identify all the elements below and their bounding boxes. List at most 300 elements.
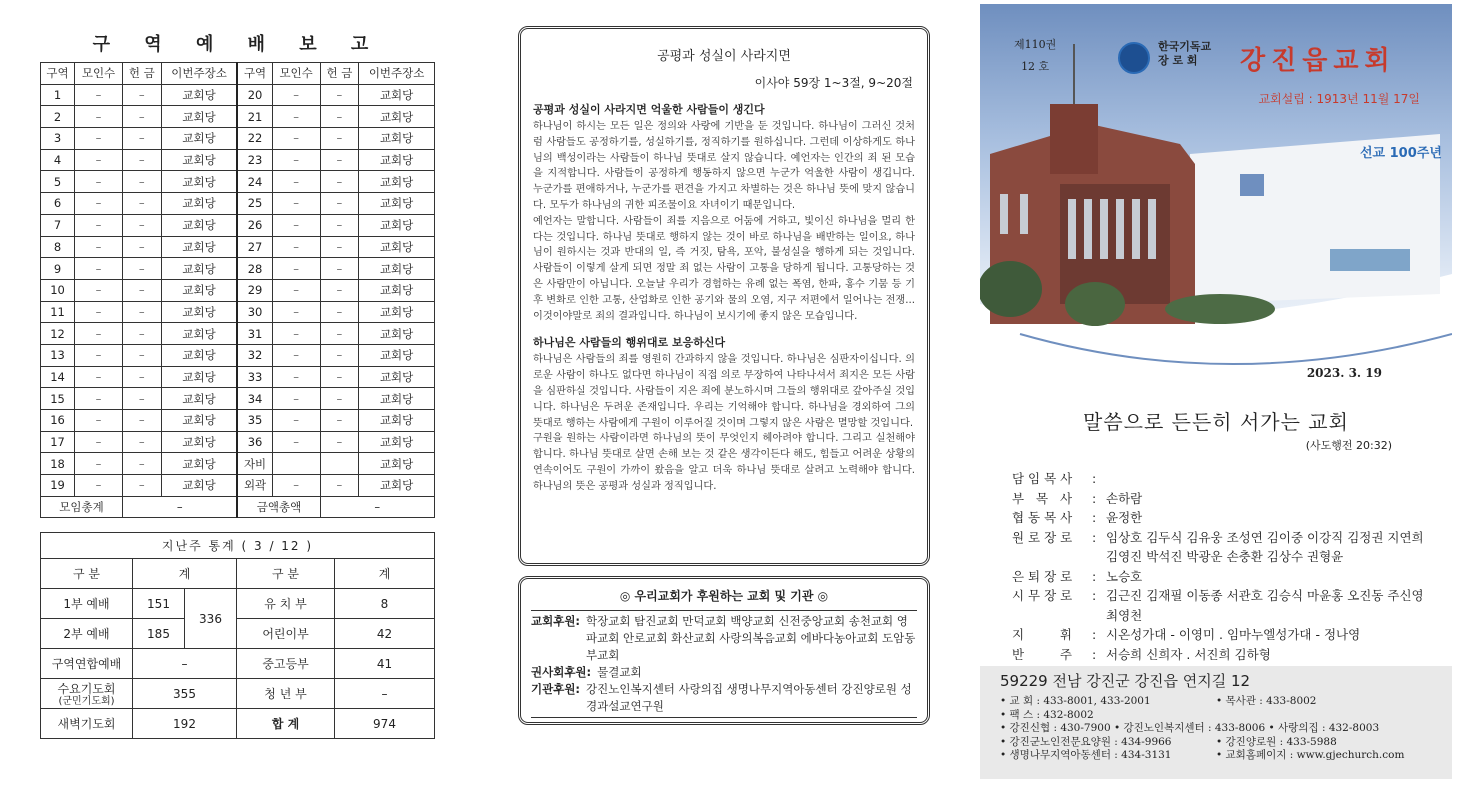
zone-cell: 7 <box>41 214 75 236</box>
zone-cell: – <box>122 453 161 475</box>
zone-row <box>41 236 435 258</box>
support-text: 물결교회 <box>597 665 642 679</box>
zone-cell: 교회당 <box>359 149 435 171</box>
contact-row <box>1000 709 1432 723</box>
zone-cell: – <box>320 366 359 388</box>
zone-cell: – <box>122 366 161 388</box>
zone-column-header: 헌 금 <box>320 63 359 85</box>
zone-cell: 30 <box>237 301 272 323</box>
staff-row <box>1012 528 1452 567</box>
stats-label: 어린이부 <box>237 619 335 649</box>
zone-cell: – <box>272 171 320 193</box>
contact-list <box>1000 695 1432 763</box>
zone-cell: – <box>272 214 320 236</box>
sermon-panel <box>518 26 930 725</box>
stats-value: 8 <box>335 589 435 619</box>
contact-row <box>1000 695 1432 709</box>
stats-value: – <box>133 649 237 679</box>
stats-label: 구역연합예배 <box>41 649 133 679</box>
zone-cell: 교회당 <box>161 453 237 475</box>
zone-row <box>41 475 435 497</box>
staff-row <box>1012 489 1452 509</box>
zone-cell <box>320 453 359 475</box>
church-logo <box>1118 42 1150 74</box>
zone-cell: 2 <box>41 106 75 128</box>
contact-item: • 생명나무지역아동센터 : 434-3131 <box>1000 749 1172 761</box>
denomination <box>1158 40 1211 68</box>
zone-cell: – <box>272 301 320 323</box>
zone-cell: 교회당 <box>359 258 435 280</box>
zone-cell: 교회당 <box>359 323 435 345</box>
zone-cell: 13 <box>41 344 75 366</box>
zone-cell: 교회당 <box>359 84 435 106</box>
zone-cell: – <box>122 258 161 280</box>
staff-role: 협 동 목 사 <box>1012 510 1073 525</box>
zone-cell: – <box>75 344 123 366</box>
bulletin-date: 2023. 3. 19 <box>1306 366 1382 380</box>
zone-cell: – <box>320 193 359 215</box>
zone-cell: 자비 <box>237 453 272 475</box>
staff-list <box>1012 469 1452 664</box>
zone-row <box>41 258 435 280</box>
stats-value: 42 <box>335 619 435 649</box>
zone-cell: 32 <box>237 344 272 366</box>
sermon-paragraph: 구원을 원하는 사람이라면 하나님의 뜻이 무엇인지 헤아려야 합니다. 그리고 실천해야 합니다. 하나님 뜻대로 살면 손해 보는 것 같은 생각이든다 해도, 힘들고 어려운 상황의 연속이어도 구원이 가까이 왔음을 알고 더욱 하나님 뜻대로 살려고 노력해야 합니다. 하나님의 뜻은 공평과 성실과 정직입니다. <box>533 433 915 492</box>
sermon-paragraph: 하나님이 하시는 모든 일은 정의와 사랑에 기반을 둔 것입니다. 하나님이 그러신 것처럼 사람들도 공정하기를, 성실하기를, 정직하기를 원하십니다. 그런데 이상하게도 하나님의 백성이라는 사람들이 하나님 뜻대로 살지 않습니다. 예언자는 인간의 죄 된 모습을 지적합니다. 사람들이 공정하게 행동하지 않으면 누군가 억울한 사람이 생깁니다. 누군가를 편애하거나, 누군가를 편견을 가지고 차별하는 것은 하나님 뜻에 맞지 않습니다. 모두가 하나님의 귀한 피조물이요 자녀이기 때문입니다. <box>533 121 915 211</box>
zone-cell: – <box>75 258 123 280</box>
zone-cell: 교회당 <box>359 453 435 475</box>
zone-cell: – <box>122 128 161 150</box>
zone-cell: 교회당 <box>359 128 435 150</box>
zone-row <box>41 410 435 432</box>
zone-cell: – <box>75 193 123 215</box>
zone-cell: – <box>122 344 161 366</box>
zone-column-header: 이번주장소 <box>161 63 237 85</box>
zone-cell: 교회당 <box>161 410 237 432</box>
zone-cell: 교회당 <box>359 475 435 497</box>
zone-cell: – <box>320 431 359 453</box>
zone-cell: 33 <box>237 366 272 388</box>
contact-item: • 목사관 : 433-8002 <box>1216 695 1317 707</box>
zone-cell: 9 <box>41 258 75 280</box>
staff-role: 시 무 장 로 <box>1012 588 1073 603</box>
zone-cell: – <box>75 453 123 475</box>
zone-cell: – <box>320 388 359 410</box>
zone-cell: – <box>272 431 320 453</box>
zone-total-row <box>41 496 435 518</box>
church-motto: 말씀으로 든든히 서가는 교회 <box>1083 410 1349 434</box>
zone-cell: – <box>272 344 320 366</box>
zone-row <box>41 301 435 323</box>
staff-role: 담 임 목 사 <box>1012 471 1073 486</box>
zone-cell: 4 <box>41 149 75 171</box>
zone-cell: 35 <box>237 410 272 432</box>
contact-row <box>1000 722 1432 736</box>
denomination-line: 한국기독교 <box>1158 40 1212 53</box>
zone-row <box>41 344 435 366</box>
zone-cell: – <box>272 279 320 301</box>
zone-cell: – <box>272 236 320 258</box>
zone-cell: – <box>122 214 161 236</box>
zone-cell: – <box>320 258 359 280</box>
contact-item: • 강진군노인전문요양원 : 434-9966 <box>1000 735 1172 748</box>
support-label: 기관후원: <box>531 682 581 696</box>
zone-cell: 3 <box>41 128 75 150</box>
support-text: 강진노인복지센터 사랑의집 생명나무지역아동센터 강진양로원 성경과설교연구원 <box>586 682 912 713</box>
church-name: 강진읍교회 <box>1240 46 1396 76</box>
contact-item: • 강진신협 : 430-7900 • 강진노인복지센터 : 433-8006 • 사랑의집 : 432-8003 <box>1000 722 1380 734</box>
zone-cell: – <box>320 344 359 366</box>
zone-cell: – <box>122 171 161 193</box>
zone-cell: – <box>272 388 320 410</box>
zone-cell <box>272 453 320 475</box>
sermon-paragraph: 예언자는 말합니다. 사람들이 죄를 지음으로 어둠에 거하고, 빛이신 하나님을 멀리 한다는 것입니다. 하나님 뜻대로 행하지 않는 것이 바로 하나님을 배반하는 일이요, 하나님이 원하시는 것과 반대의 일, 즉 거짓, 탐욕, 포악, 불성실을 행하게 되는 것입니다. 사람들이 이렇게 살게 되면 정말 죄 없는 사람이 고통을 당하게 됩니다. 고통당하는 것은 사람만이 아닙니다. 오늘날 우리가 경험하는 유례 없는 폭염, 한파, 홍수 기뭄 등 기후 변화로 인한 고통, 산업화로 인한 공기와 물의 오염, 지구 저편에서 일어나는 전쟁... 이것이야말로 죄의 결과입니다. 하나님이 보시기에 좋지 않은 모습입니다. <box>533 215 915 322</box>
zone-cell: – <box>320 171 359 193</box>
zone-cell: – <box>75 475 123 497</box>
stats-value: 151 <box>133 589 185 619</box>
staff-role: 부 목 사 <box>1012 490 1073 506</box>
cover-banner <box>980 4 1452 394</box>
zone-cell: – <box>122 193 161 215</box>
zone-cell: – <box>320 410 359 432</box>
zone-cell: – <box>272 84 320 106</box>
staff-names: 김근진 김재필 이동종 서관호 김승식 마윤홍 오진동 주신영 최영천 <box>1106 588 1424 623</box>
staff-names <box>1106 469 1436 489</box>
zone-cell: 23 <box>237 149 272 171</box>
staff-names: 손하람 <box>1106 490 1143 506</box>
amount-value: – <box>320 496 434 518</box>
staff-row <box>1012 508 1452 528</box>
zone-column-header: 이번주장소 <box>359 63 435 85</box>
zone-cell: 27 <box>237 236 272 258</box>
zone-cell: – <box>122 323 161 345</box>
zone-cell: 교회당 <box>161 84 237 106</box>
zone-cell: – <box>272 149 320 171</box>
staff-names: 시온성가대 - 이영미 . 임마누엘성가대 - 정나영 <box>1106 627 1361 642</box>
zone-cell: – <box>272 475 320 497</box>
colon: : <box>1092 510 1097 525</box>
zone-cell: – <box>75 323 123 345</box>
zone-cell: 11 <box>41 301 75 323</box>
zone-column-header: 헌 금 <box>122 63 161 85</box>
colon: : <box>1092 471 1097 486</box>
zone-cell: – <box>320 236 359 258</box>
sermon-paragraph: 하나님은 사람들의 죄를 영원히 간과하지 않을 것입니다. 하나님은 심판자이십니다. 의로운 사람이 하나도 없다면 하나님이 직접 의로 무장하여 나타나셔서 죄지은 모든 사람을 심판하실 것입니다. 사람들이 지은 죄에 분노하시며 그들의 행위대로 갚아주실 것입니다. 하나님은 두려운 존재입니다. 우리는 기억해야 합니다. 하나님을 경외하여 그의 뜻대로 행하는 사람에게 구원이 이루어질 것이며 그렇지 않은 사람은 멸망할 것입니다. <box>533 354 915 429</box>
stats-header: 구 분 <box>237 559 335 589</box>
zone-column-header: 모인수 <box>75 63 123 85</box>
zone-cell: – <box>272 106 320 128</box>
zone-row <box>41 323 435 345</box>
zone-cell: 16 <box>41 410 75 432</box>
staff-role: 지 휘 <box>1012 627 1072 642</box>
zone-cell: 교회당 <box>161 236 237 258</box>
zone-column-header: 모인수 <box>272 63 320 85</box>
zone-cell: – <box>75 128 123 150</box>
zone-cell: – <box>272 128 320 150</box>
church-address: 59229 전남 강진군 강진읍 연지길 12 <box>1000 672 1251 690</box>
support-list <box>531 610 917 718</box>
zone-cell: 29 <box>237 279 272 301</box>
zone-cell: – <box>75 388 123 410</box>
zone-row <box>41 193 435 215</box>
stats-label-main: 수요기도회 <box>57 682 116 697</box>
stats-label-sub: (군민기도회) <box>58 696 115 708</box>
zone-cell: 교회당 <box>161 258 237 280</box>
zone-cell: – <box>272 258 320 280</box>
zone-cell: 교회당 <box>161 301 237 323</box>
zone-cell: 교회당 <box>161 214 237 236</box>
zone-cell: 교회당 <box>359 388 435 410</box>
zone-row <box>41 279 435 301</box>
zone-cell: 1 <box>41 84 75 106</box>
zone-cell: 교회당 <box>161 106 237 128</box>
zone-cell: – <box>75 279 123 301</box>
zone-cell: – <box>272 410 320 432</box>
zone-cell: – <box>122 388 161 410</box>
zone-column-header: 구역 <box>237 63 272 85</box>
sermon-title: 공평과 성실이 사라지면 <box>657 49 791 64</box>
zone-cell: – <box>122 301 161 323</box>
address-box <box>980 666 1452 779</box>
zone-cell: – <box>75 301 123 323</box>
zone-row <box>41 149 435 171</box>
support-label: 교회후원: <box>531 614 581 628</box>
zone-cell: 8 <box>41 236 75 258</box>
staff-row <box>1012 586 1452 625</box>
building-sign: 선교 100주년 <box>1360 146 1442 161</box>
stats-value: 185 <box>133 619 185 649</box>
zone-cell: 교회당 <box>161 388 237 410</box>
stats-label: 유 치 부 <box>237 589 335 619</box>
zone-cell: – <box>320 128 359 150</box>
colon: : <box>1092 646 1097 662</box>
support-label: 권사회후원: <box>531 665 592 679</box>
support-row <box>531 664 917 681</box>
zone-cell: 교회당 <box>161 431 237 453</box>
zone-cell: – <box>75 410 123 432</box>
zone-cell: – <box>75 431 123 453</box>
zone-cell: 교회당 <box>161 344 237 366</box>
support-row <box>531 681 917 715</box>
zone-cell: – <box>122 149 161 171</box>
zone-row <box>41 84 435 106</box>
zone-report-title: 구 역 예 배 보 고 <box>92 34 383 55</box>
staff-role: 은 퇴 장 로 <box>1012 568 1073 584</box>
zone-cell: 26 <box>237 214 272 236</box>
zone-cell: – <box>75 84 123 106</box>
zone-cell: 교회당 <box>359 193 435 215</box>
zone-cell: – <box>75 236 123 258</box>
total-label: 모임총계 <box>41 496 123 518</box>
staff-row <box>1012 625 1452 645</box>
zone-cell: 교회당 <box>359 410 435 432</box>
zone-cell: 교회당 <box>359 431 435 453</box>
zone-cell: – <box>122 475 161 497</box>
stats-header: 계 <box>335 559 435 589</box>
zone-cell: 5 <box>41 171 75 193</box>
stats-value: 192 <box>133 709 237 739</box>
zone-cell: 19 <box>41 475 75 497</box>
stats-label: 합 계 <box>237 709 335 739</box>
staff-role: 원 로 장 로 <box>1012 529 1073 545</box>
cover-panel <box>980 4 1452 779</box>
staff-names: 임상호 김두식 김유웅 조성연 김이중 이강직 김정권 지연희 김영진 박석진 박광운 손충환 김상수 권형윤 <box>1106 529 1424 564</box>
colon: : <box>1092 568 1097 584</box>
zone-cell: – <box>122 236 161 258</box>
zone-cell: 10 <box>41 279 75 301</box>
zone-cell: – <box>122 84 161 106</box>
zone-cell: – <box>320 323 359 345</box>
contact-item: • 교회홈페이지 : www.gjechurch.com <box>1216 749 1405 761</box>
zone-cell: – <box>122 279 161 301</box>
zone-cell: 교회당 <box>359 214 435 236</box>
staff-row <box>1012 567 1452 587</box>
zone-cell: – <box>320 84 359 106</box>
zone-cell: 22 <box>237 128 272 150</box>
zone-cell: 교회당 <box>161 128 237 150</box>
zone-cell: 34 <box>237 388 272 410</box>
zone-cell: 18 <box>41 453 75 475</box>
staff-row <box>1012 645 1452 665</box>
zone-cell: 14 <box>41 366 75 388</box>
stats-label: 1부 예배 <box>41 589 133 619</box>
zone-cell: – <box>320 149 359 171</box>
zone-cell: 20 <box>237 84 272 106</box>
zone-cell: 교회당 <box>359 236 435 258</box>
zone-cell: 교회당 <box>161 366 237 388</box>
colon: : <box>1092 627 1097 642</box>
section-heading: 하나님은 사람들의 행위대로 보응하신다 <box>533 336 726 350</box>
support-row <box>531 613 917 664</box>
zone-row <box>41 171 435 193</box>
zone-cell: – <box>320 214 359 236</box>
contact-row <box>1000 736 1432 750</box>
stats-header: 계 <box>133 559 237 589</box>
zone-cell: 교회당 <box>359 344 435 366</box>
contact-item: • 팩 스 : 432-8002 <box>1000 708 1094 721</box>
colon: : <box>1092 529 1097 545</box>
staff-names: 노승호 <box>1106 568 1143 584</box>
staff-row <box>1012 469 1452 489</box>
zone-report-panel <box>40 30 435 739</box>
zone-cell: – <box>122 410 161 432</box>
zone-cell: 17 <box>41 431 75 453</box>
zone-cell: 교회당 <box>161 279 237 301</box>
stats-value: 355 <box>133 679 237 709</box>
zone-cell: – <box>272 366 320 388</box>
stats-value: 974 <box>335 709 435 739</box>
stats-title: 지난주 통계 ( 3 / 12 ) <box>41 533 435 559</box>
stats-value: – <box>335 679 435 709</box>
founded-date: 교회설립 : 1913년 11월 17일 <box>1258 92 1420 106</box>
issue-number <box>1014 34 1056 78</box>
zone-cell: 교회당 <box>161 475 237 497</box>
zone-row <box>41 453 435 475</box>
support-title: ◎ 우리교회가 후원하는 교회 및 기관 ◎ <box>619 589 829 603</box>
zone-cell: – <box>75 366 123 388</box>
zone-cell: 교회당 <box>161 193 237 215</box>
support-text: 학장교회 탐진교회 만덕교회 백양교회 신전중앙교회 송천교회 영파교회 안로교회 화산교회 사랑의복음교회 에바다농아교회 도암동부교회 <box>586 614 916 662</box>
amount-label: 금액총액 <box>237 496 320 518</box>
issue-no: 12 호 <box>1021 60 1050 73</box>
stats-value: 41 <box>335 649 435 679</box>
zone-cell: – <box>320 475 359 497</box>
zone-cell: – <box>75 106 123 128</box>
zone-cell: 교회당 <box>161 323 237 345</box>
issue-volume: 제110권 <box>1014 38 1057 51</box>
zone-cell: 36 <box>237 431 272 453</box>
staff-names: 서승희 신희자 . 서진희 김하형 <box>1106 646 1271 662</box>
zone-cell: – <box>320 301 359 323</box>
zone-column-header: 구역 <box>41 63 75 85</box>
zone-cell: – <box>75 171 123 193</box>
zone-cell: 교회당 <box>359 366 435 388</box>
zone-cell: 외곽 <box>237 475 272 497</box>
zone-cell: 6 <box>41 193 75 215</box>
stats-label: 새벽기도회 <box>41 709 133 739</box>
zone-cell: 교회당 <box>359 279 435 301</box>
sermon-box <box>518 26 930 566</box>
zone-row <box>41 128 435 150</box>
zone-row <box>41 214 435 236</box>
stats-sum: 336 <box>185 589 237 649</box>
zone-cell: – <box>122 106 161 128</box>
zone-cell: – <box>320 106 359 128</box>
zone-cell: 교회당 <box>161 149 237 171</box>
stats-label <box>41 679 133 709</box>
zone-cell: – <box>122 431 161 453</box>
zone-row <box>41 431 435 453</box>
zone-cell: – <box>272 323 320 345</box>
zone-cell: – <box>75 149 123 171</box>
support-box <box>518 576 930 725</box>
contact-item: • 교 회 : 433-8001, 433-2001 <box>1000 695 1151 707</box>
zone-cell: – <box>75 214 123 236</box>
zone-row <box>41 388 435 410</box>
stats-label: 청 년 부 <box>237 679 335 709</box>
contact-row <box>1000 749 1432 763</box>
zone-cell: 24 <box>237 171 272 193</box>
sermon-reference: 이사야 59장 1~3절, 9~20절 <box>754 76 913 90</box>
colon: : <box>1092 490 1097 506</box>
zone-cell: 교회당 <box>161 171 237 193</box>
stats-label: 2부 예배 <box>41 619 133 649</box>
stats-label: 중고등부 <box>237 649 335 679</box>
zone-cell: 교회당 <box>359 301 435 323</box>
section-heading: 공평과 성실이 사라지면 억울한 사람들이 생긴다 <box>533 103 765 116</box>
zone-report-table <box>40 62 435 518</box>
zone-cell: – <box>320 279 359 301</box>
total-value: – <box>122 496 237 518</box>
stats-header: 구 분 <box>41 559 133 589</box>
zone-cell: 12 <box>41 323 75 345</box>
zone-cell: 28 <box>237 258 272 280</box>
zone-cell: 15 <box>41 388 75 410</box>
staff-role: 반 주 <box>1012 646 1072 662</box>
staff-names: 윤정한 <box>1106 510 1143 525</box>
contact-item: • 강진양로원 : 433-5988 <box>1216 735 1337 748</box>
colon: : <box>1092 588 1097 603</box>
denomination-line: 장 로 회 <box>1158 54 1198 67</box>
zone-cell: 교회당 <box>359 171 435 193</box>
zone-cell: 교회당 <box>359 106 435 128</box>
weekly-stats-table <box>40 532 435 739</box>
zone-cell: 21 <box>237 106 272 128</box>
motto-reference: (사도행전 20:32) <box>1305 439 1392 452</box>
zone-cell: 25 <box>237 193 272 215</box>
zone-cell: – <box>272 193 320 215</box>
zone-row <box>41 366 435 388</box>
